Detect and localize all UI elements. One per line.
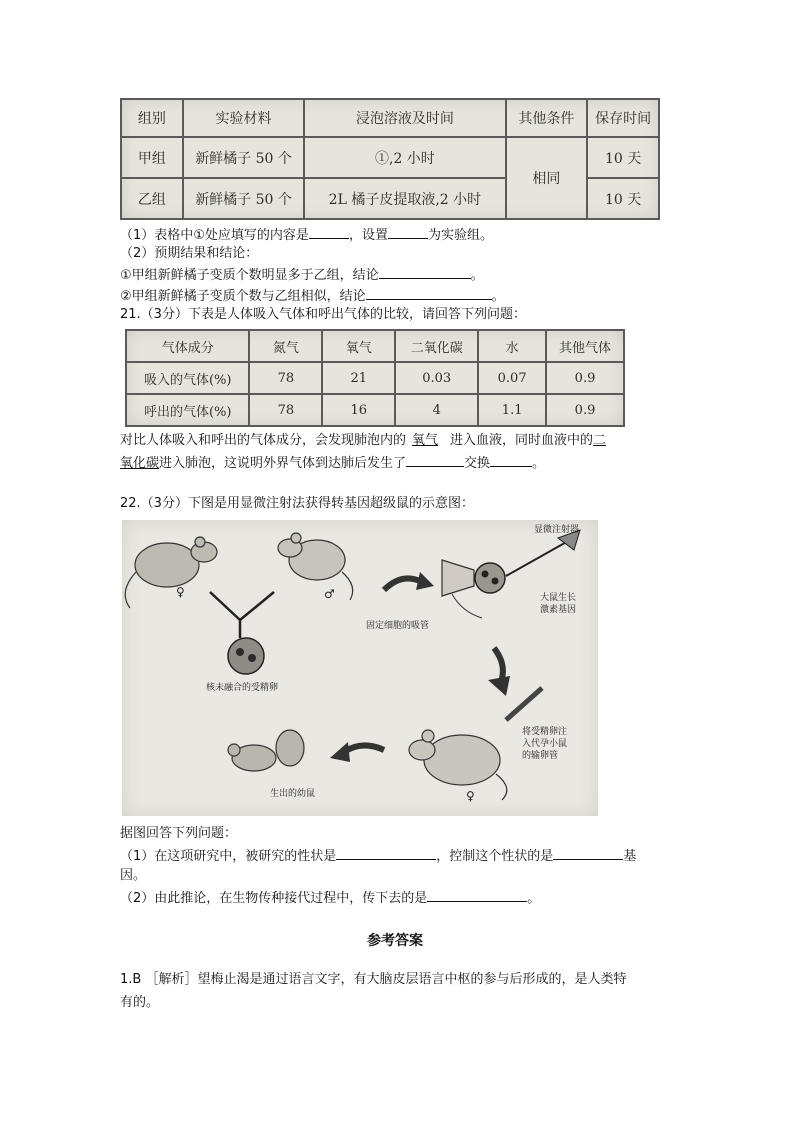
table-cell: 0.03 (395, 362, 478, 394)
injector-label: 显微注射器 (534, 525, 580, 535)
answer-blank[interactable] (366, 285, 492, 300)
filled-answer: 二 (593, 433, 607, 448)
table-header: 保存时间 (587, 99, 659, 137)
implant-label-3: 的输卵管 (522, 751, 559, 761)
arrow-icon (344, 745, 384, 752)
answer-blank[interactable] (427, 887, 527, 902)
table-cell: 0.07 (478, 362, 546, 394)
table-cell: 吸入的气体(%) (126, 362, 249, 394)
answer-blank[interactable] (336, 845, 436, 860)
q20-line-2: （2）预期结果和结论： (120, 246, 259, 261)
q20-line-4: ②甲组新鲜橘子变质个数与乙组相似，结论 。 (120, 285, 505, 307)
answer-blank[interactable] (379, 264, 471, 279)
pipette-icon (442, 560, 482, 618)
table-cell: 4 (395, 394, 478, 426)
table-cell: 乙组 (121, 178, 183, 219)
q21-answer-line-1: 对比人体吸入和呼出的气体成分，会发现肺泡内的 氧气 进入血液，同时血液中的二 (120, 433, 607, 448)
table-cell: 0.9 (546, 362, 624, 394)
table-cell: 2L 橘子皮提取液,2 小时 (304, 178, 505, 219)
gene-label-1: 大鼠生长 (540, 593, 577, 603)
fertilized-egg-icon (228, 638, 264, 674)
female-symbol: ♀ (176, 585, 185, 599)
arrow-head-icon (330, 742, 350, 762)
q22-after: 据图回答下列问题： (120, 826, 238, 841)
q22-line-2: 因。 (120, 868, 147, 883)
q22-intro: 22.（3分）下图是用显微注射法获得转基因超级鼠的示意图： (120, 496, 474, 511)
female-symbol-2: ♀ (466, 789, 475, 803)
male-symbol: ♂ (324, 587, 335, 601)
answer-blank[interactable] (309, 224, 349, 239)
table-cell: 新鲜橘子 50 个 (183, 137, 305, 178)
experiment-table (120, 98, 660, 220)
arrow-head-icon (488, 676, 510, 696)
male-mouse-icon (278, 533, 353, 600)
injector-needle-icon (506, 540, 570, 576)
table-cell: 78 (249, 394, 322, 426)
merge-lines (210, 592, 274, 638)
q21-answer-line-2: 氧化碳进入肺泡，这说明外界气体到达肺后发生了 交换 。 (120, 452, 545, 474)
answer-blank[interactable] (553, 845, 623, 860)
table-cell: ①,2 小时 (304, 137, 505, 178)
answer-1-line-2: 有的。 (120, 995, 160, 1010)
egg-label: 核未融合的受精卵 (206, 683, 279, 693)
table-header: 浸泡溶液及时间 (304, 99, 505, 137)
egg-being-injected-icon (475, 563, 505, 593)
pipette-label: 固定细胞的吸管 (366, 621, 430, 631)
gas-table (125, 329, 625, 427)
figure-drawing (122, 520, 598, 816)
table-cell: 16 (322, 394, 395, 426)
baby-label: 生出的幼鼠 (270, 789, 316, 799)
q20-line-1: （1）表格中①处应填写的内容是 ，设置 为实验组。 (120, 224, 493, 246)
table-header: 其他气体 (546, 330, 624, 362)
answer-1-line-1: 1.B ［解析］望梅止渴是通过语言文字，有大脑皮层语言中枢的参与后形成的，是人类特 (120, 972, 627, 987)
implant-label-1: 将受精卵注 (522, 727, 568, 737)
q21-intro: 21.（3分）下表是人体吸入气体和呼出气体的比较，请回答下列问题： (120, 307, 526, 322)
table-cell: 1.1 (478, 394, 546, 426)
table-cell: 呼出的气体(%) (126, 394, 249, 426)
arrow-icon (384, 578, 422, 590)
table-header: 实验材料 (183, 99, 305, 137)
table-header: 二氧化碳 (395, 330, 478, 362)
arrow-head-icon (416, 572, 434, 590)
answer-blank[interactable] (388, 224, 428, 239)
implant-label-2: 入代孕小鼠 (522, 739, 568, 749)
table-cell: 78 (249, 362, 322, 394)
filled-answer: 氧气 (412, 433, 439, 448)
filled-answer: 氧化碳 (120, 456, 160, 471)
table-cell: 10 天 (587, 137, 659, 178)
table-header: 其他条件 (506, 99, 588, 137)
female-mouse-icon (125, 537, 217, 608)
table-header: 氧气 (322, 330, 395, 362)
baby-mice-icon (228, 730, 304, 771)
q20-line-3: ①甲组新鲜橘子变质个数明显多于乙组，结论 。 (120, 264, 484, 286)
gene-label-2: 激素基因 (540, 605, 577, 615)
answer-blank[interactable] (490, 452, 532, 467)
implant-needle-icon (506, 688, 542, 720)
table-header: 水 (478, 330, 546, 362)
q22-line-1: （1）在这项研究中，被研究的性状是 ，控制这个性状的是 基 (120, 845, 636, 867)
table-cell: 10 天 (587, 178, 659, 219)
table-header: 气体成分 (126, 330, 249, 362)
table-cell: 21 (322, 362, 395, 394)
surrogate-mouse-icon (409, 730, 507, 803)
transgenic-mouse-figure (122, 520, 598, 816)
table-header: 组别 (121, 99, 183, 137)
table-header: 氮气 (249, 330, 322, 362)
answer-blank[interactable] (406, 452, 464, 467)
table-cell: 相同 (506, 137, 588, 219)
table-cell: 新鲜橘子 50 个 (183, 178, 305, 219)
q22-line-3: （2）由此推论，在生物传种接代过程中，传下去的是 。 (120, 887, 540, 909)
table-cell: 0.9 (546, 394, 624, 426)
answers-heading: 参考答案 (367, 933, 423, 949)
table-cell: 甲组 (121, 137, 183, 178)
